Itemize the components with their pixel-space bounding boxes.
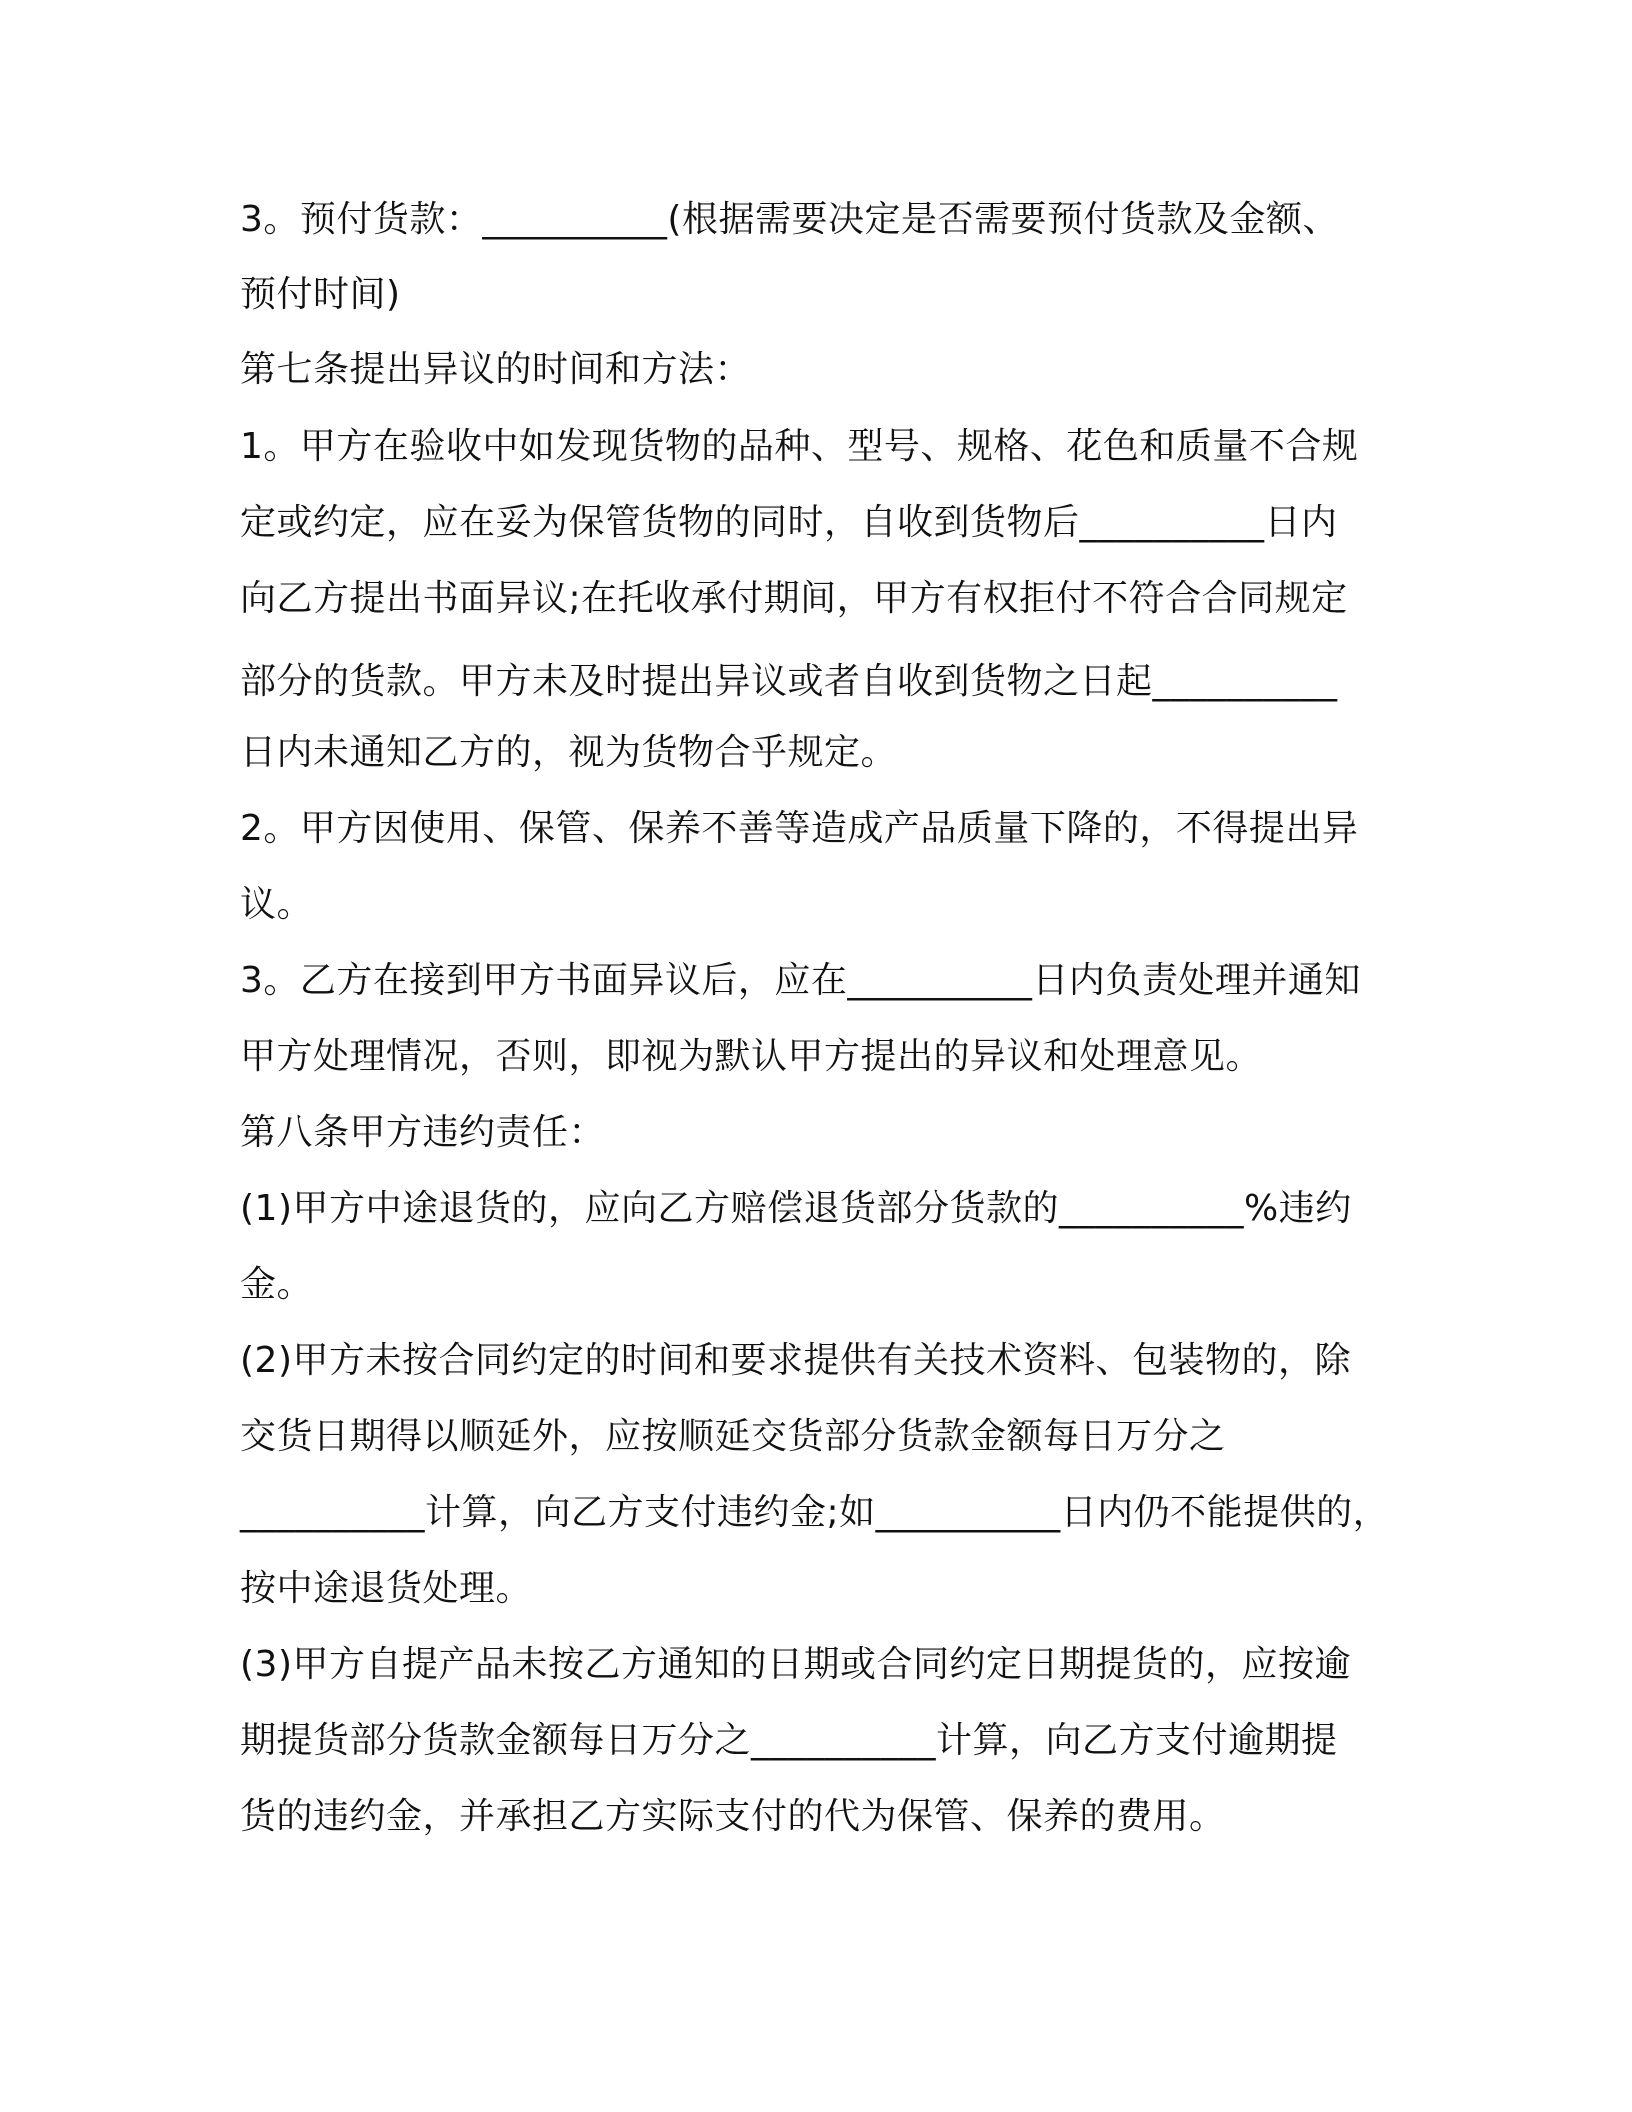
text-line: (1)甲方中途退货的，应向乙方赔偿退货部分货款的__________%违约 bbox=[240, 1188, 1352, 1229]
text-line: 1。甲方在验收中如发现货物的品种、型号、规格、花色和质量不合规 bbox=[240, 426, 1359, 467]
text-line: 甲方处理情况，否则，即视为默认甲方提出的异议和处理意见。 bbox=[240, 1036, 1263, 1077]
text-line: 金。 bbox=[240, 1264, 314, 1305]
text-line: 日内未通知乙方的，视为货物合乎规定。 bbox=[240, 732, 898, 773]
text-line: 按中途退货处理。 bbox=[240, 1568, 533, 1609]
text-line: 定或约定，应在妥为保管货物的同时，自收到货物后__________日内 bbox=[240, 502, 1338, 543]
text-line: 3。乙方在接到甲方书面异议后，应在__________日内负责处理并通知 bbox=[240, 960, 1361, 1001]
text-line: 交货日期得以顺延外，应按顺延交货部分货款金额每日万分之 bbox=[240, 1416, 1226, 1457]
text-line: 2。甲方因使用、保管、保养不善等造成产品质量下降的，不得提出异 bbox=[240, 808, 1359, 849]
text-line: (3)甲方自提产品未按乙方通知的日期或合同约定日期提货的，应按逾 bbox=[240, 1644, 1351, 1685]
text-line: 部分的货款。甲方未及时提出异议或者自收到货物之日起__________ bbox=[240, 661, 1338, 702]
text-line: 3。预付货款：__________(根据需要决定是否需要预付货款及金额、 bbox=[240, 199, 1339, 240]
section-heading: 第七条提出异议的时间和方法： bbox=[240, 349, 752, 390]
text-line: 期提货部分货款金额每日万分之__________计算，向乙方支付逾期提 bbox=[240, 1720, 1338, 1761]
text-line: __________计算，向乙方支付违约金;如__________日内仍不能提供的， bbox=[240, 1492, 1390, 1533]
text-line: 议。 bbox=[240, 884, 314, 925]
section-heading: 第八条甲方违约责任： bbox=[240, 1112, 606, 1153]
text-line: 向乙方提出书面异议;在托收承付期间，甲方有权拒付不符合合同规定 bbox=[240, 578, 1348, 619]
text-line: 预付时间) bbox=[240, 274, 401, 315]
text-line: 货的违约金，并承担乙方实际支付的代为保管、保养的费用。 bbox=[240, 1796, 1226, 1837]
text-line: (2)甲方未按合同约定的时间和要求提供有关技术资料、包装物的，除 bbox=[240, 1340, 1351, 1381]
